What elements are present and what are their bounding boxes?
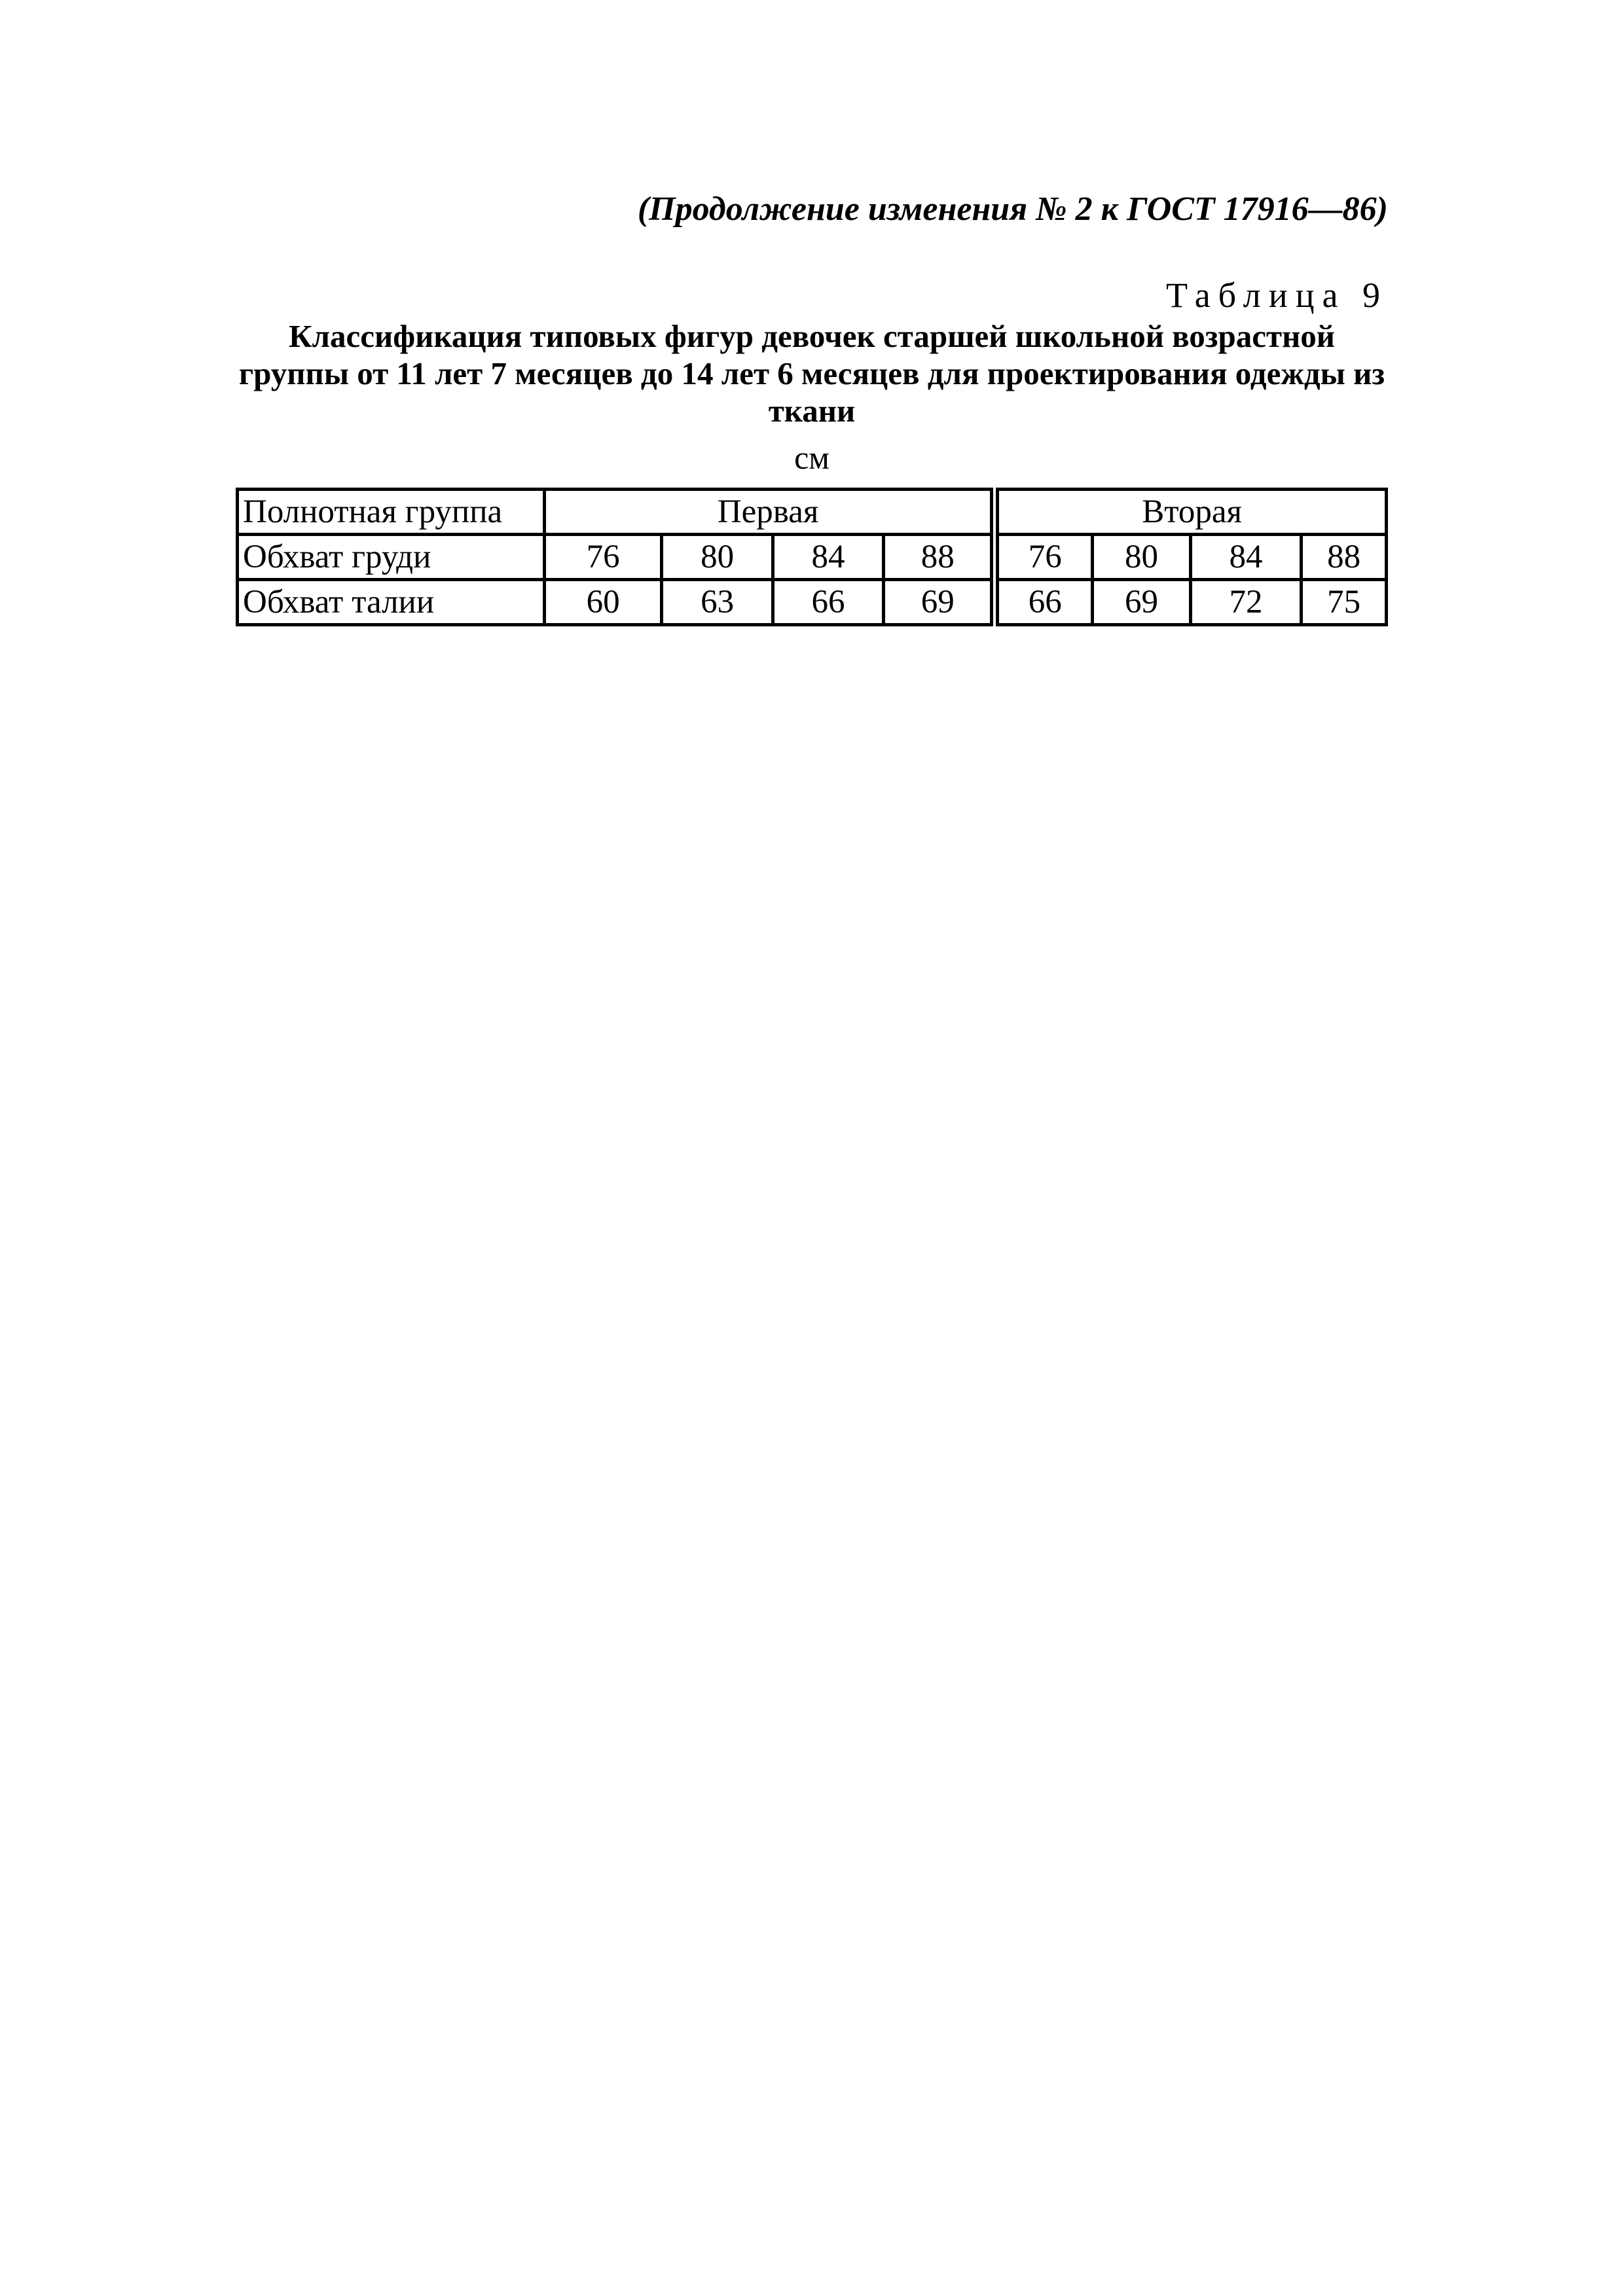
table-number: Таблица 9 (1166, 276, 1388, 315)
row-group (238, 490, 1387, 535)
table-title: Классификация типовых фигур девочек старшей школьной возрастной группы от 11 лет 7 месяцев до 14 лет 6 месяцев для проектирования одежды из ткани (238, 318, 1385, 429)
waist-label: Обхват талии (238, 580, 545, 625)
page-header: (Продолжение изменения № 2 к ГОСТ 17916—86) (637, 190, 1388, 228)
chest-cell: 80 (1093, 535, 1191, 580)
group-second: Вторая (994, 490, 1386, 535)
chest-cell: 80 (662, 535, 773, 580)
chest-label: Обхват груди (238, 535, 545, 580)
waist-cell: 63 (662, 580, 773, 625)
group-label: Полнотная группа (238, 490, 545, 535)
chest-cell: 88 (1302, 535, 1387, 580)
waist-cell: 75 (1302, 580, 1387, 625)
group-first: Первая (544, 490, 994, 535)
chest-cell: 76 (544, 535, 661, 580)
table-unit: см (794, 439, 830, 476)
chest-cell: 84 (773, 535, 883, 580)
row-chest (238, 535, 1387, 580)
waist-cell: 66 (994, 580, 1093, 625)
waist-cell: 69 (1093, 580, 1191, 625)
table-9 (236, 488, 1388, 626)
row-waist (238, 580, 1387, 625)
chest-cell: 84 (1190, 535, 1301, 580)
waist-cell: 72 (1190, 580, 1301, 625)
waist-cell: 69 (884, 580, 994, 625)
chest-cell: 76 (994, 535, 1093, 580)
chest-cell: 88 (884, 535, 994, 580)
waist-cell: 66 (773, 580, 883, 625)
waist-cell: 60 (544, 580, 661, 625)
